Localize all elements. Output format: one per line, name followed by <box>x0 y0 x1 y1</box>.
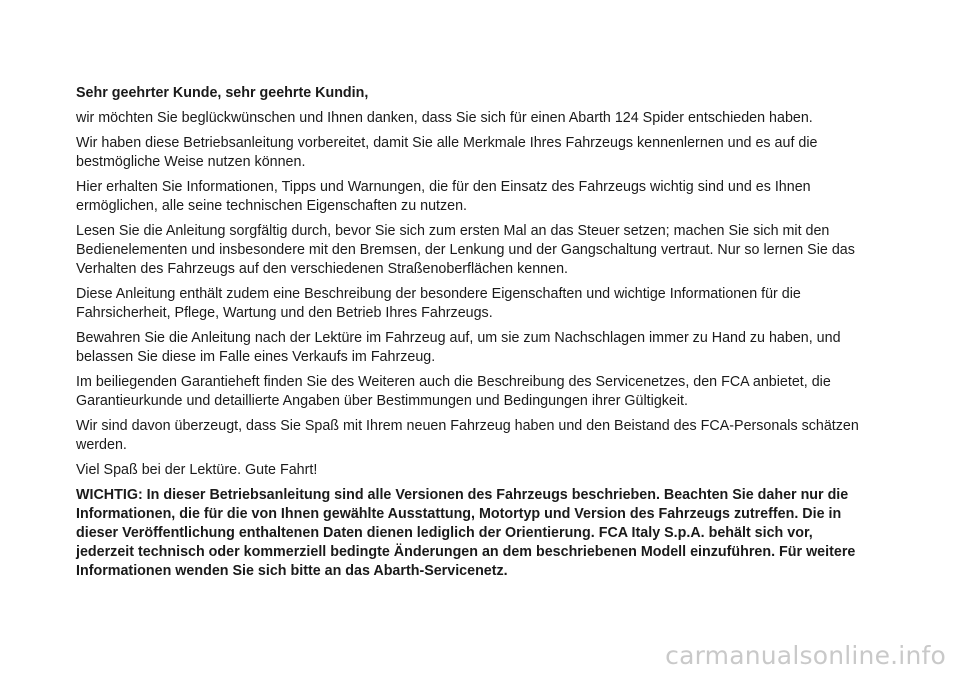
manual-page <box>76 84 866 581</box>
paragraph-closing: Viel Spaß bei der Lektüre. Gute Fahrt! <box>76 462 318 478</box>
important-notice: WICHTIG: In dieser Betriebsanleitung sind alle Versionen des Fahrzeugs beschrieben. Beachten Sie daher nur die Informationen, die für die von Ihnen gewählte Ausstattung, Motortyp und Version des Fahrzeugs zutreffen. Die in dieser Veröffentlichung enthaltenen Daten dienen lediglich der Orientierung. FCA Italy S.p.A. behält sich vor, jederzeit technisch oder kommerziell bedingte Änderungen an dem beschriebenen Modell einzuführen. Für weitere Informationen wenden Sie sich bitte an das Abarth-Servicenetz. <box>76 487 856 579</box>
paragraph-information: Hier erhalten Sie Informationen, Tipps und Warnungen, die für den Einsatz des Fahrzeugs wichtig sind und es Ihnen ermöglichen, alle seine technischen Eigenschaften zu nutzen. <box>76 179 811 214</box>
paragraph-warranty: Im beiliegenden Garantieheft finden Sie des Weiteren auch die Beschreibung des Servicenetzes, den FCA anbietet, die Garantieurkunde und detaillierte Angaben über Bestimmungen und Bedingungen ihrer Gültigkeit. <box>76 374 831 409</box>
paragraph-contents: Diese Anleitung enthält zudem eine Beschreibung der besondere Eigenschaften und wichtige Informationen für die Fahrsicherheit, Pflege, Wartung und den Betrieb Ihres Fahrzeugs. <box>76 286 801 321</box>
watermark-text: carmanualsonline.info <box>665 641 946 670</box>
paragraph-keep-manual: Bewahren Sie die Anleitung nach der Lektüre im Fahrzeug auf, um sie zum Nachschlagen immer zu Hand zu haben, und belassen Sie diese im Falle eines Verkaufs im Fahrzeug. <box>76 330 841 365</box>
greeting-heading: Sehr geehrter Kunde, sehr geehrte Kundin, <box>76 85 369 101</box>
paragraph-purpose: Wir haben diese Betriebsanleitung vorbereitet, damit Sie alle Merkmale Ihres Fahrzeugs kennenlernen und es auf die bestmögliche Weise nutzen können. <box>76 135 818 170</box>
paragraph-read-carefully: Lesen Sie die Anleitung sorgfältig durch, bevor Sie sich zum ersten Mal an das Steuer setzen; machen Sie sich mit den Bedienelementen und insbesondere mit den Bremsen, der Lenkung und der Gangschaltung vertraut. Nur so lernen Sie das Verhalten des Fahrzeugs auf den verschiedenen Straßenoberflächen kennen. <box>76 223 855 277</box>
paragraph-congratulations: wir möchten Sie beglückwünschen und Ihnen danken, dass Sie sich für einen Abarth 124 Spider entschieden haben. <box>76 110 813 126</box>
paragraph-enjoy: Wir sind davon überzeugt, dass Sie Spaß mit Ihrem neuen Fahrzeug haben und den Beistand des FCA-Personals schätzen werden. <box>76 418 859 453</box>
